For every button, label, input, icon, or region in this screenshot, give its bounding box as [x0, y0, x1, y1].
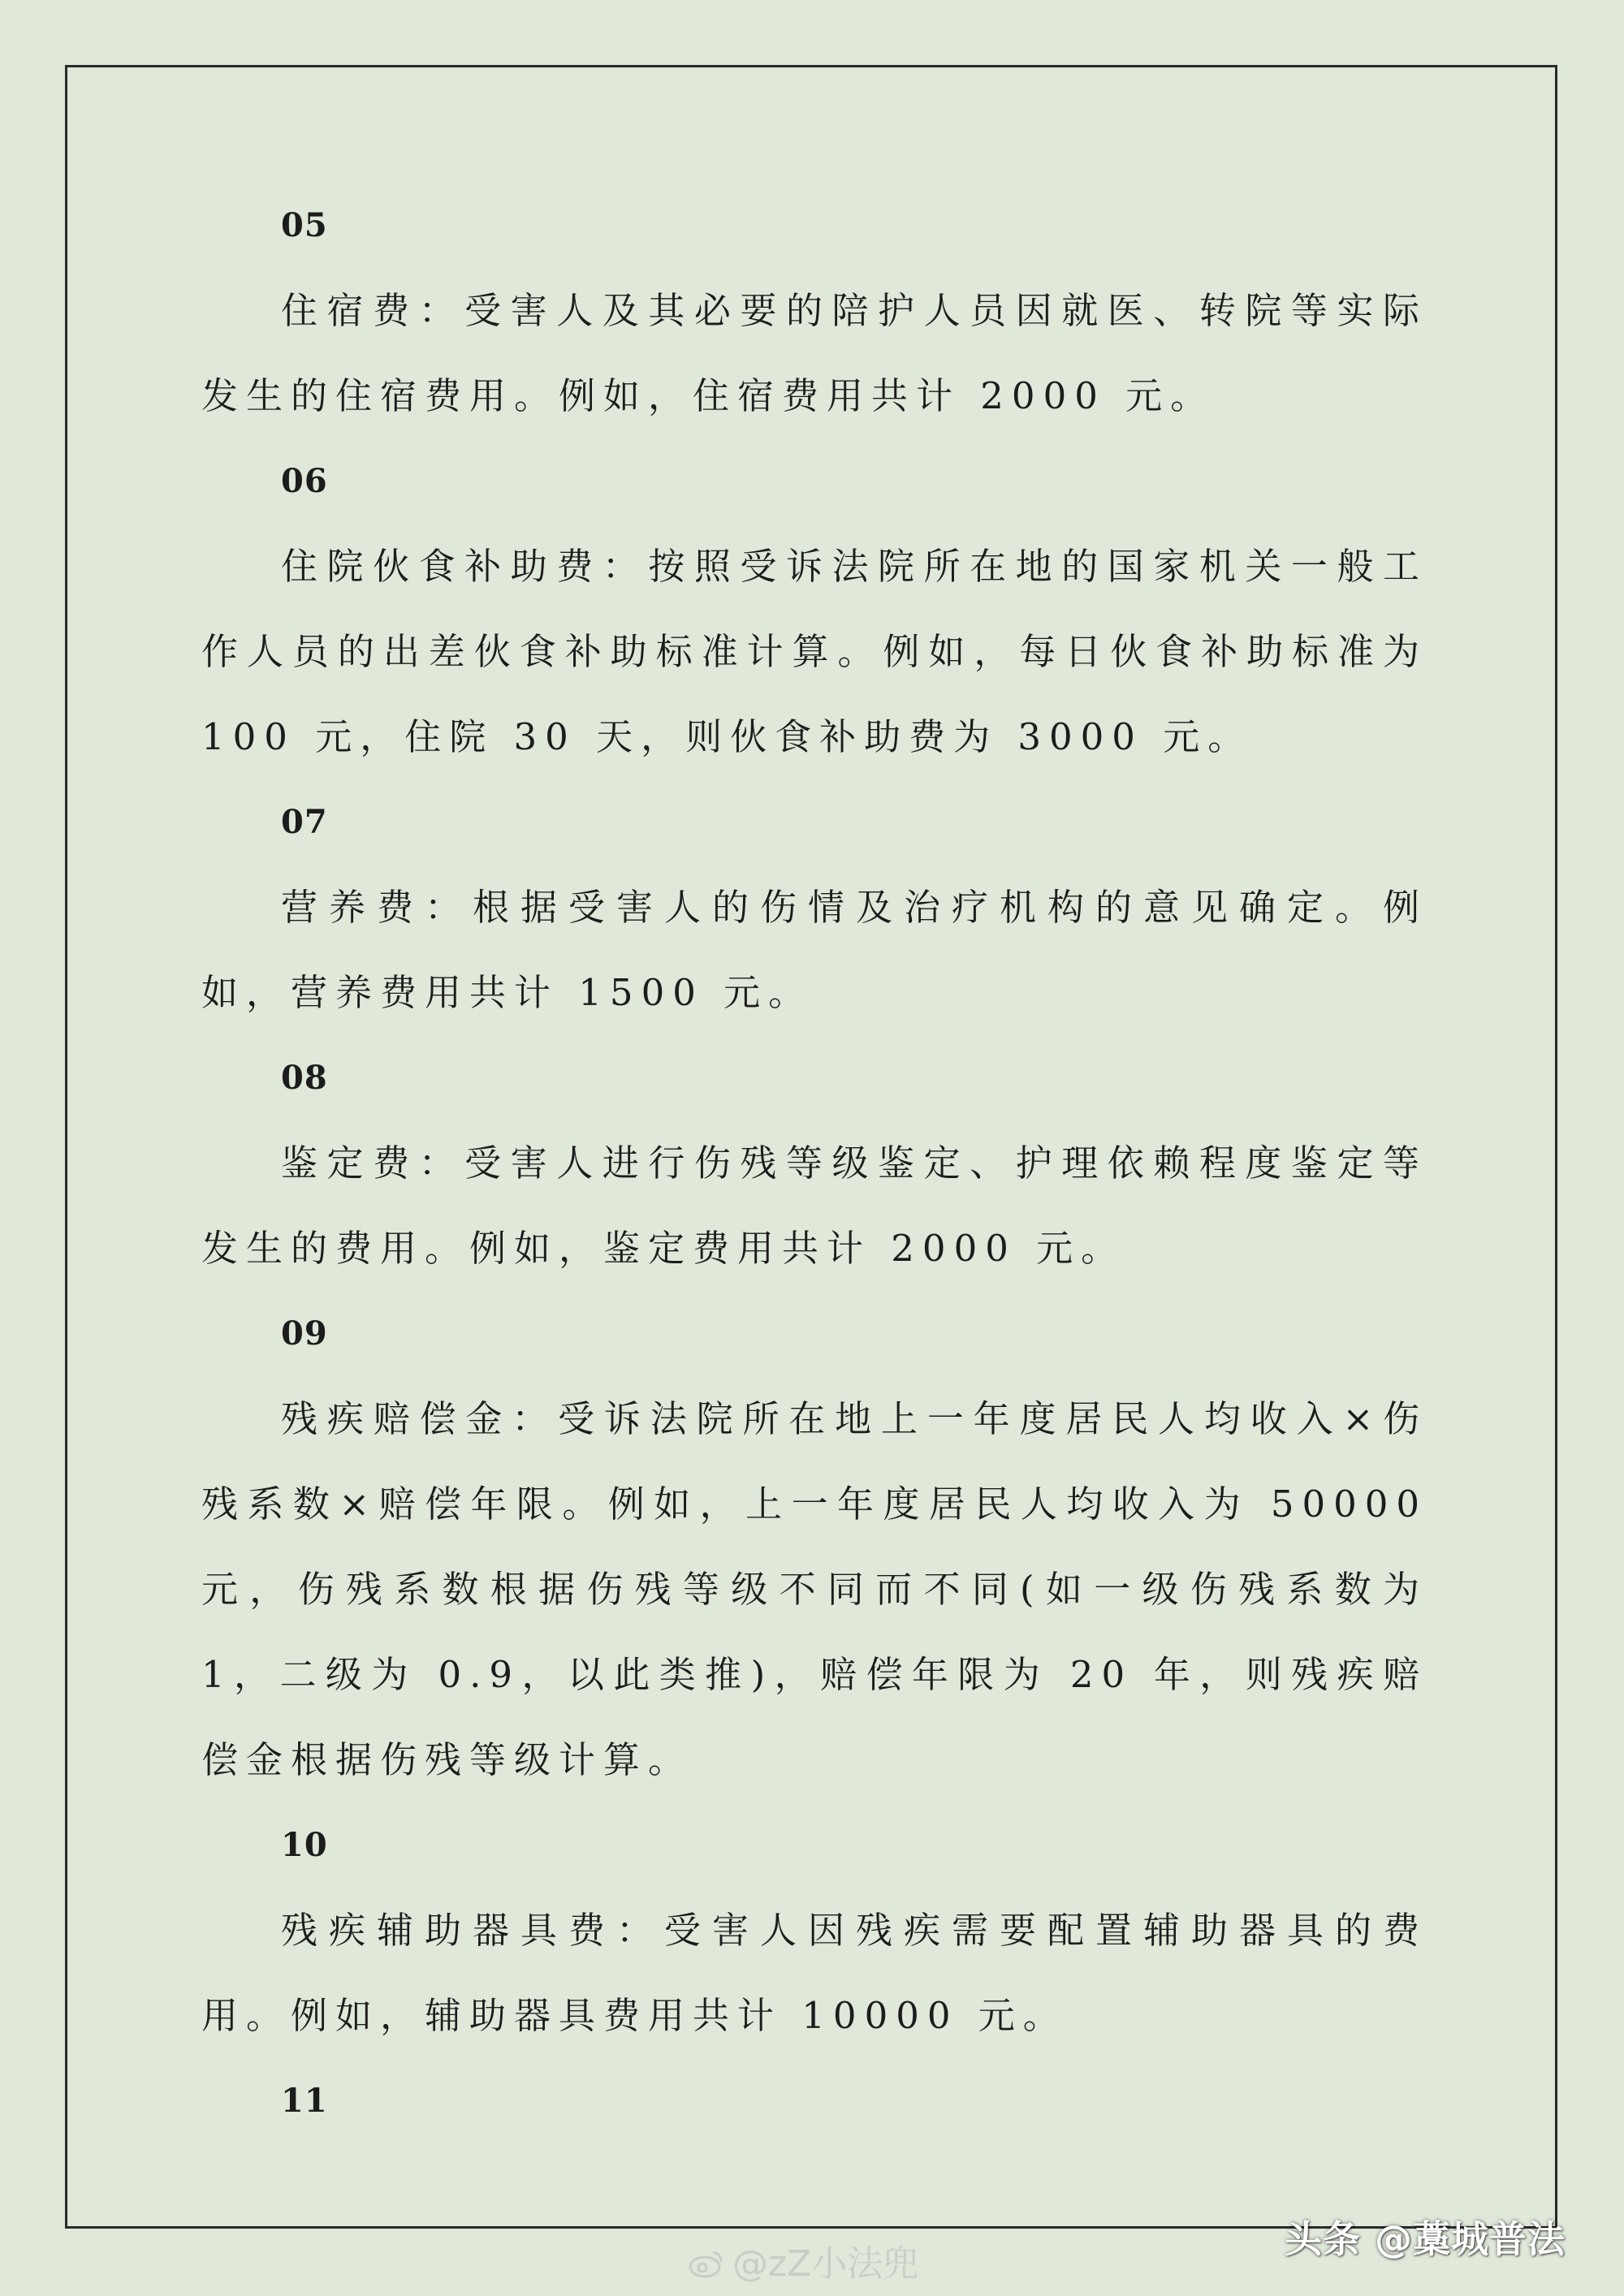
section-paragraph: 残疾赔偿金：受诉法院所在地上一年度居民人均收入×伤残系数×赔偿年限。例如，上一年度居民人均收入为 50000 元，伤残系数根据伤残等级不同而不同(如一级伤残系数为 1，二级为 0.9，以此类推)，赔偿年限为 20 年，则残疾赔偿金根据伤残等级计算。	[201, 1397, 1427, 1781]
toutiao-watermark: 头条 @藁城普法	[1285, 2217, 1566, 2261]
section-paragraph: 住院伙食补助费：按照受诉法院所在地的国家机关一般工作人员的出差伙食补助标准计算。例如，每日伙食补助标准为 100 元，住院 30 天，则伙食补助费为 3000 元。	[201, 545, 1427, 758]
section-paragraph: 鉴定费：受害人进行伤残等级鉴定、护理依赖程度鉴定等发生的费用。例如，鉴定费用共计 2000 元。	[201, 1142, 1427, 1270]
section-number: 11	[281, 2082, 328, 2120]
document-body	[201, 183, 1427, 2143]
section-number: 07	[281, 803, 328, 841]
section-number: 09	[281, 1314, 328, 1353]
section-paragraph: 住宿费：受害人及其必要的陪护人员因就医、转院等实际发生的住宿费用。例如，住宿费用共计 2000 元。	[201, 289, 1427, 417]
weibo-watermark	[689, 2234, 918, 2286]
section-number: 05	[281, 206, 328, 244]
weibo-handle: @zZ小法兜	[732, 2243, 919, 2285]
weibo-icon	[689, 2246, 724, 2275]
section-paragraph: 残疾辅助器具费：受害人因残疾需要配置辅助器具的费用。例如，辅助器具费用共计 10000 元。	[201, 1909, 1427, 2037]
section-number: 06	[281, 462, 328, 500]
section-paragraph: 营养费：根据受害人的伤情及治疗机构的意见确定。例如，营养费用共计 1500 元。	[201, 886, 1427, 1014]
section-number: 10	[281, 1826, 328, 1864]
section-number: 08	[281, 1059, 328, 1097]
